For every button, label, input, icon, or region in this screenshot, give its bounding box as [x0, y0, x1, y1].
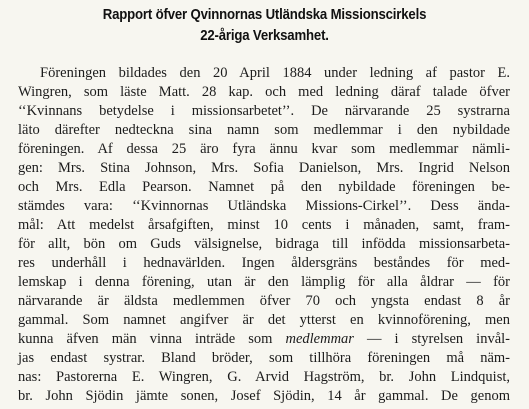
- body-line: res underhåll i hednavärlden. Ingen åldersgräns beståndes för med-: [18, 255, 510, 271]
- document-title-line-2: 22-åriga Verksamhet.: [200, 27, 329, 44]
- body-line: gammal. Som namnet angifver är det ytterst en kvinnoförening, men: [18, 312, 510, 328]
- body-line: Föreningen bildades den 20 April 1884 under ledning af pastor E.: [40, 65, 510, 81]
- body-line-start: kunna äfven män vinna inträde som: [18, 331, 273, 347]
- body-line: föreningen. Af dessa 25 äro fyra ännu kvar som medlemmar nämli-: [18, 141, 510, 157]
- document-title-line-1: Rapport öfver Qvinnornas Utländska Missionscirkels: [102, 6, 427, 23]
- body-line: mål: Att medelst årsafgiften, minst 10 cents i månaden, samt, fram-: [18, 217, 510, 233]
- body-line: stämdes vara: ‘‘Kvinnornas Utländska Missions-Cirkel’’. Dess ända-: [18, 198, 510, 214]
- body-line-end: — i styrelsen invål-: [367, 331, 511, 347]
- body-line: nas: Pastorerna E. Wingren, G. Arvid Hagström, br. John Lindquist,: [18, 369, 510, 385]
- document-body: [18, 64, 510, 406]
- body-line: för allt, bön om Guds välsignelse, bidraga till infödda missionsarbeta-: [18, 236, 510, 252]
- body-line: gen: Mrs. Stina Johnson, Mrs. Sofia Danielson, Mrs. Ingrid Nelson: [18, 160, 510, 176]
- body-line: br. John Sjödin jämte sonen, Josef Sjödin, 14 år gammal. De genom: [18, 388, 510, 404]
- body-line: ‘‘Kvinnans betydelse i missionsarbetet’’. De närvarande 25 systrarna: [18, 103, 510, 119]
- body-line: och Mrs. Edla Pearson. Namnet på den nybildade föreningen be-: [18, 179, 510, 195]
- body-line: närvarande är äldsta medlemmen öfver 70 och yngsta endast 8 år: [18, 293, 510, 309]
- body-line: läto därefter nedteckna sina namn som medlemmar i den nybildade: [18, 122, 510, 138]
- body-line-mixed: [18, 330, 510, 349]
- body-line: lemskap i denna förening, utan är den lämplig för alla åldrar — för: [18, 274, 510, 290]
- body-line: jas endast systrar. Bland bröder, som tillhöra föreningen må näm-: [18, 350, 510, 366]
- emphasis-word: medlemmar: [285, 331, 354, 347]
- body-line: Wingren, som läste Matt. 28 kap. och med ledning däraf talade öfver: [18, 84, 510, 100]
